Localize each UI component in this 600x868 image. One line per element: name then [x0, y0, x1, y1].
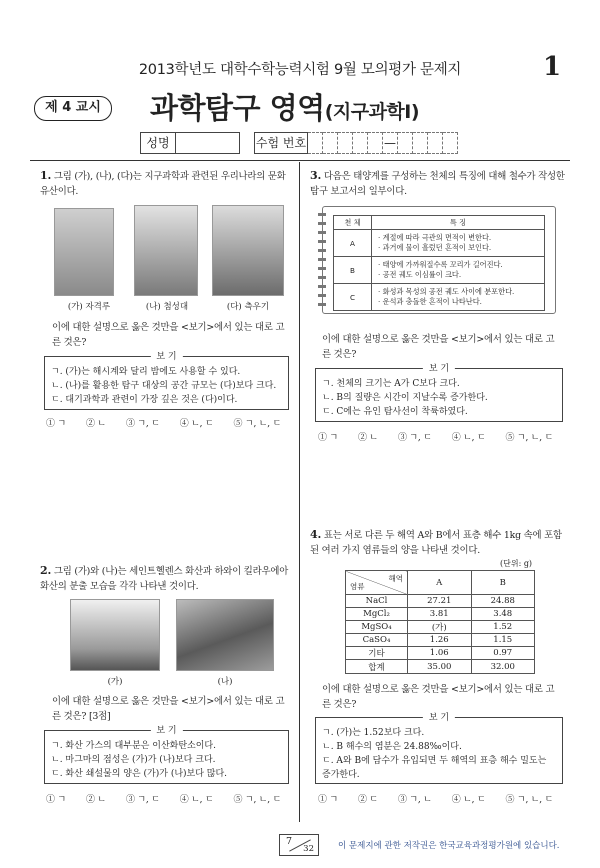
- choice-1[interactable]: ① ㄱ: [46, 795, 66, 805]
- q3-bogi-title: 보 기: [423, 362, 455, 376]
- id-row: [140, 132, 458, 154]
- q4-bogi-item: ㄱ. (가)는 1.52보다 크다.: [322, 728, 425, 738]
- q3-bogi-item: ㄷ. C에는 유인 탐사선이 착륙하였다.: [322, 407, 468, 417]
- q3-row-features: · 태양에 가까워질수록 꼬리가 길어진다. · 공전 궤도 이심률이 크다.: [372, 257, 545, 284]
- exam-number-dash: —: [383, 132, 398, 154]
- q1-bogi-item: ㄷ. 대기과학과 관련이 가장 깊은 것은 (다)이다.: [51, 395, 238, 405]
- q2-prompt: 이에 대한 설명으로 옳은 것만을 <보기>에서 있는 대로 고른 것은? [3점]: [52, 696, 285, 722]
- name-field[interactable]: [176, 132, 240, 154]
- q2-choices: [46, 792, 301, 805]
- choice-1[interactable]: ① ㄱ: [318, 795, 338, 805]
- q4-text: 표는 서로 다른 두 해역 A와 B에서 표층 해수 1kg 속에 포함된 여러 가지 염류들의 양을 나타낸 것이다.: [310, 530, 562, 556]
- q4-prompt: 이에 대한 설명으로 옳은 것만을 <보기>에서 있는 대로 고른 것은?: [322, 684, 555, 710]
- q3-row-features: · 계절에 따라 극관의 면적이 변한다. · 과거에 물이 흘렀던 흔적이 보인다.: [372, 230, 545, 257]
- q2-bogi-item: ㄷ. 화산 쇄설물의 양은 (가)가 (나)보다 많다.: [51, 769, 228, 779]
- choice-4[interactable]: ④ ㄴ, ㄷ: [451, 433, 486, 443]
- choice-1[interactable]: ① ㄱ: [318, 433, 338, 443]
- q2-bogi-item: ㄴ. 마그마의 점성은 (가)가 (나)보다 크다.: [51, 755, 216, 765]
- q4-number: 4.: [310, 528, 322, 541]
- choice-4[interactable]: ④ ㄴ, ㄷ: [179, 419, 214, 429]
- name-label: 성명: [140, 132, 176, 154]
- q2-number: 2.: [40, 564, 52, 577]
- q1-bogi-box: [44, 352, 289, 410]
- q3-choices: [318, 430, 573, 443]
- q3-stem: [310, 168, 565, 199]
- q1-stem: [40, 168, 290, 199]
- copyright-note: 이 문제지에 관한 저작권은 한국교육과정평가원에 있습니다.: [338, 841, 560, 851]
- choice-4[interactable]: ④ ㄴ, ㄷ: [179, 795, 214, 805]
- q2-stem: [40, 563, 290, 594]
- q3-row-features: · 화성과 목성의 공전 궤도 사이에 분포한다. · 운석과 충돌한 흔적이 나타난다.: [372, 284, 545, 311]
- q3-row-name: C: [334, 284, 372, 311]
- q4-corner-bottom: 염류: [350, 582, 365, 591]
- q3-bogi-box: [315, 364, 563, 422]
- q4-salt: CaSO₄: [346, 634, 408, 647]
- exam-number-cell[interactable]: [368, 132, 383, 154]
- q1-text: 그림 (가), (나), (다)는 지구과학과 관련된 우리나라의 문화 유산이다.: [40, 171, 286, 197]
- q2-text: 그림 (가)와 (나)는 세인트헬렌스 화산과 하와이 킬라우에아 화산의 분출 모습을 각각 나타낸 것이다.: [40, 566, 289, 592]
- q4-val-a: 27.21: [408, 595, 472, 608]
- q1-caption-b: (나) 첨성대: [145, 302, 189, 312]
- exam-number-cell[interactable]: [308, 132, 323, 154]
- choice-3[interactable]: ③ ㄱ, ㄴ: [397, 795, 432, 805]
- q3-table: [333, 215, 545, 311]
- footer-page: 7: [286, 836, 293, 847]
- subject-main: 과학탐구 영역: [150, 91, 325, 125]
- exam-number-cell[interactable]: [353, 132, 368, 154]
- q4-val-b: 24.88: [471, 595, 535, 608]
- exam-number-cell[interactable]: [413, 132, 428, 154]
- q4-bogi-item: ㄷ. A와 B에 담수가 유입되면 두 해역의 표층 해수 밀도는 증가한다.: [322, 756, 547, 780]
- choice-5[interactable]: ⑤ ㄱ, ㄴ, ㄷ: [505, 433, 554, 443]
- q2-bogi-title: 보 기: [150, 724, 182, 738]
- period-badge: 제 4 교시: [34, 96, 112, 121]
- q1-caption-a: (가) 자격루: [67, 302, 111, 312]
- q4-val-b: 0.97: [471, 647, 535, 660]
- q1-choices: [46, 416, 301, 429]
- exam-number-cell[interactable]: [398, 132, 413, 154]
- q4-salt: NaCl: [346, 595, 408, 608]
- exam-number-cell[interactable]: [323, 132, 338, 154]
- choice-2[interactable]: ② ㄴ: [357, 433, 378, 443]
- q4-choices: [318, 792, 573, 805]
- page-number: 1: [543, 52, 562, 82]
- q4-val-a: (가): [408, 621, 472, 634]
- q1-image-chugugi: [212, 205, 284, 296]
- q3-row-name: A: [334, 230, 372, 257]
- subject-sub: (지구과학Ⅰ): [324, 101, 420, 123]
- q1-bogi-item: ㄴ. (나)를 활용한 탐구 대상의 공간 규모는 (다)보다 크다.: [51, 381, 277, 391]
- q4-salt: 기타: [346, 647, 408, 660]
- q2-caption-b: (나): [217, 677, 233, 687]
- q4-col-b: B: [471, 571, 535, 595]
- choice-5[interactable]: ⑤ ㄱ, ㄴ, ㄷ: [233, 419, 282, 429]
- notebook-rings: [318, 213, 326, 309]
- q3-head-feature: 특 징: [372, 216, 545, 230]
- exam-number-label: 수험 번호: [254, 132, 308, 154]
- choice-1[interactable]: ① ㄱ: [46, 419, 66, 429]
- q4-val-b: 1.15: [471, 634, 535, 647]
- choice-3[interactable]: ③ ㄱ, ㄷ: [397, 433, 432, 443]
- exam-number-cell[interactable]: [338, 132, 353, 154]
- q3-head-body: 천 체: [334, 216, 372, 230]
- q4-stem: [310, 527, 565, 558]
- exam-title: 2013학년도 대학수학능력시험 9월 모의평가 문제지: [138, 62, 462, 78]
- choice-5[interactable]: ⑤ ㄱ, ㄴ, ㄷ: [233, 795, 282, 805]
- q3-bogi-item: ㄴ. B의 질량은 시간이 지날수록 증가한다.: [322, 393, 488, 403]
- q2-bogi-box: [44, 726, 289, 784]
- choice-2[interactable]: ② ㄴ: [85, 419, 106, 429]
- q2-caption-a: (가): [107, 677, 123, 687]
- exam-number-cell[interactable]: [428, 132, 443, 154]
- q4-total-a: 35.00: [408, 660, 472, 674]
- q3-text: 다음은 태양계를 구성하는 천체의 특징에 대해 철수가 작성한 탐구 보고서의 일부이다.: [310, 171, 565, 197]
- choice-5[interactable]: ⑤ ㄱ, ㄴ, ㄷ: [505, 795, 554, 805]
- q4-corner-cell: [346, 571, 408, 595]
- q4-salt-total: 합계: [346, 660, 408, 674]
- q3-number: 3.: [310, 169, 322, 182]
- q4-bogi-box: [315, 713, 563, 784]
- q4-bogi-item: ㄴ. B 해수의 염분은 24.88‰이다.: [322, 742, 462, 752]
- choice-4[interactable]: ④ ㄴ, ㄷ: [451, 795, 486, 805]
- q1-number: 1.: [40, 169, 52, 182]
- q1-image-jagyeongnu: [54, 208, 114, 296]
- exam-number-cell[interactable]: [443, 132, 458, 154]
- q4-val-a: 1.26: [408, 634, 472, 647]
- q4-salt: MgCl₂: [346, 608, 408, 621]
- q3-row-name: B: [334, 257, 372, 284]
- footer-page-box: [279, 834, 319, 856]
- subject-title: [150, 86, 419, 127]
- q4-col-a: A: [408, 571, 472, 595]
- column-divider: [299, 162, 300, 822]
- q2-image-kilauea: [176, 599, 274, 671]
- choice-2[interactable]: ② ㄷ: [357, 795, 378, 805]
- footer-total: 32: [303, 844, 314, 854]
- choice-2[interactable]: ② ㄴ: [85, 795, 106, 805]
- q1-bogi-item: ㄱ. (가)는 해시계와 달리 밤에도 사용할 수 있다.: [51, 367, 241, 377]
- q4-table: [345, 570, 535, 674]
- q4-val-b: 1.52: [471, 621, 535, 634]
- q4-val-b: 3.48: [471, 608, 535, 621]
- choice-3[interactable]: ③ ㄱ, ㄷ: [125, 419, 160, 429]
- q1-bogi-title: 보 기: [150, 350, 182, 364]
- q3-prompt: 이에 대한 설명으로 옳은 것만을 <보기>에서 있는 대로 고른 것은?: [322, 334, 555, 360]
- q1-prompt: 이에 대한 설명으로 옳은 것만을 <보기>에서 있는 대로 고른 것은?: [52, 322, 285, 348]
- choice-3[interactable]: ③ ㄱ, ㄷ: [125, 795, 160, 805]
- q2-bogi-item: ㄱ. 화산 가스의 대부분은 이산화탄소이다.: [51, 741, 216, 751]
- header-divider: [30, 160, 570, 161]
- q3-report-card: [322, 206, 556, 314]
- q4-total-b: 32.00: [471, 660, 535, 674]
- q4-bogi-title: 보 기: [423, 711, 455, 725]
- q4-unit: (단위: g): [500, 559, 533, 568]
- q4-val-a: 3.81: [408, 608, 472, 621]
- q2-image-st-helens: [70, 599, 160, 671]
- q4-corner-top: 해역: [388, 574, 403, 583]
- q1-caption-c: (다) 측우기: [226, 302, 270, 312]
- q3-bogi-item: ㄱ. 천체의 크기는 A가 C보다 크다.: [322, 379, 460, 389]
- q4-salt: MgSO₄: [346, 621, 408, 634]
- q1-image-cheomseongdae: [134, 205, 198, 296]
- q4-val-a: 1.06: [408, 647, 472, 660]
